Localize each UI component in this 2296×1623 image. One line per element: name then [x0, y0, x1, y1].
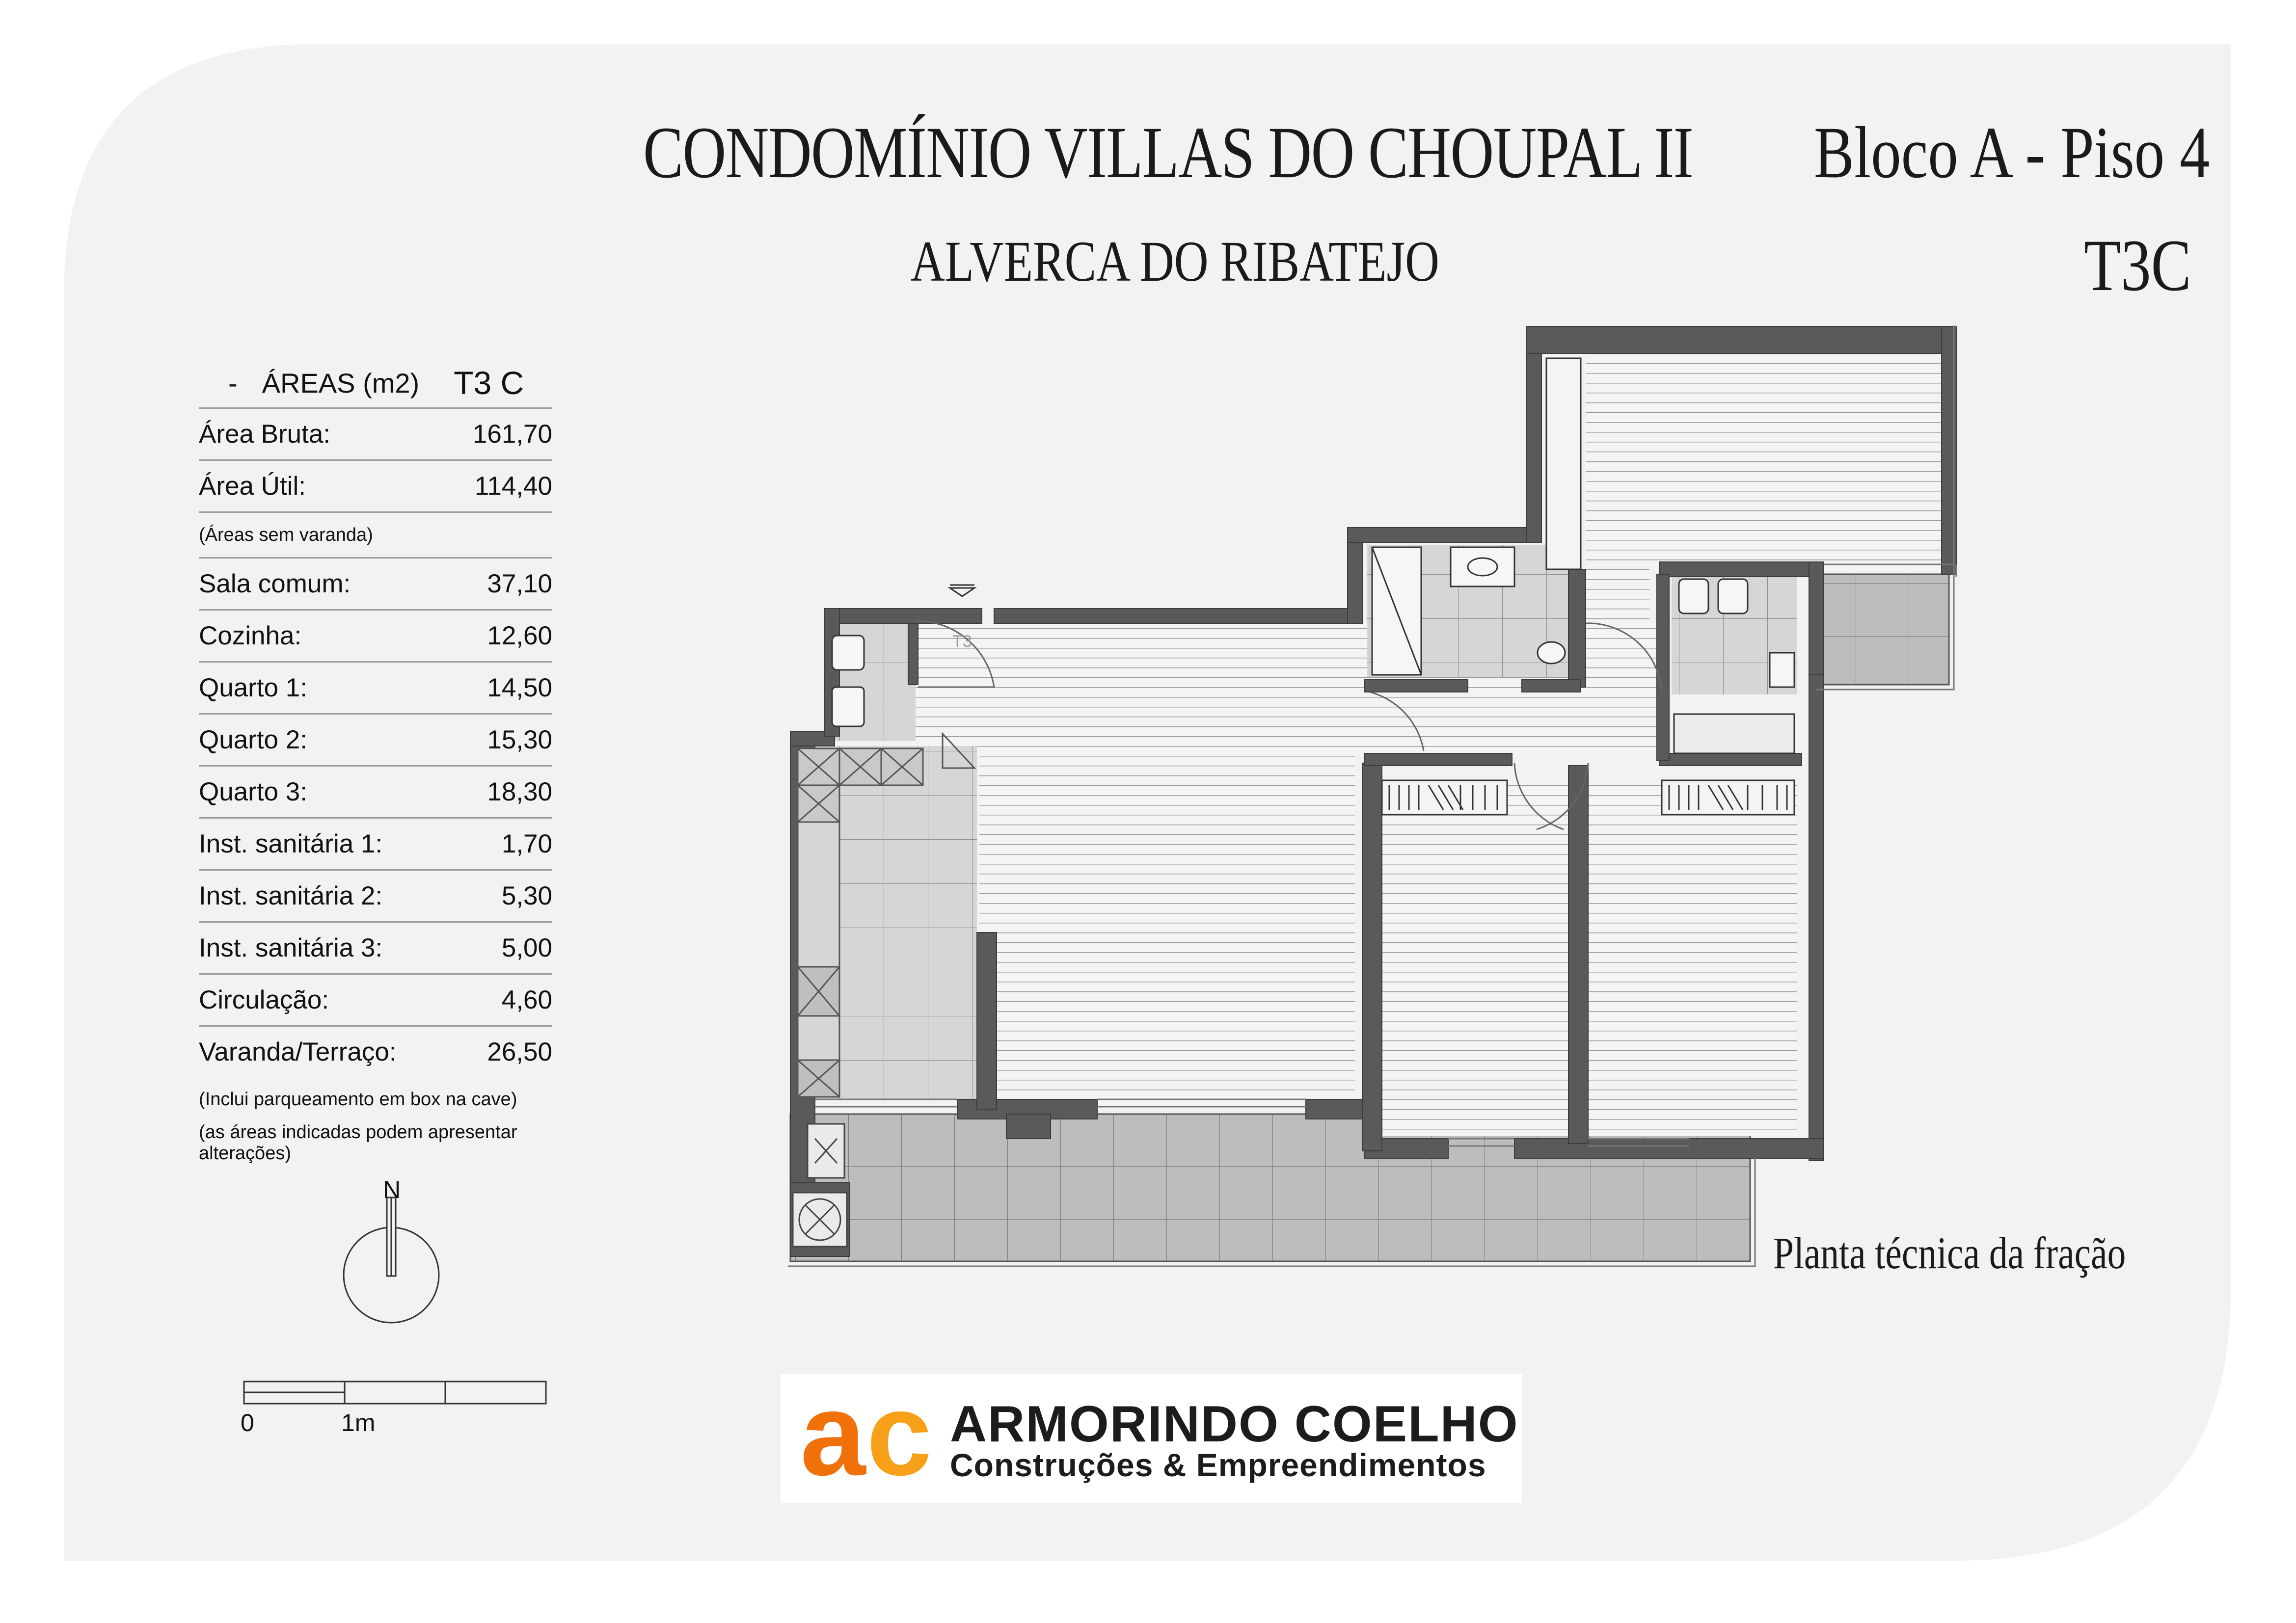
logo-monogram-c: c: [866, 1374, 932, 1500]
wall: [1809, 675, 1824, 1161]
area-value: 4,60: [501, 985, 552, 1014]
area-label: Inst. sanitária 2:: [199, 881, 383, 910]
area-value: 14,50: [487, 673, 552, 702]
wall: [1809, 562, 1824, 675]
wall: [1365, 680, 1468, 692]
wall: [1527, 326, 1541, 542]
wall: [1568, 569, 1586, 687]
page-subtitle: ALVERCA DO RIBATEJO: [911, 229, 1440, 293]
area-row: [199, 869, 552, 921]
area-label: Varanda/Terraço:: [199, 1038, 397, 1066]
area-row: [199, 609, 552, 661]
area-value: 37,10: [487, 569, 552, 598]
area-row: [199, 661, 552, 713]
page-title: CONDOMÍNIO VILLAS DO CHOUPAL II: [643, 112, 1693, 193]
area-row: [199, 765, 552, 817]
wall: [1659, 753, 1802, 766]
area-label: Área Bruta:: [199, 420, 331, 449]
bedroom-3-floor-lower: [1586, 569, 1649, 643]
area-row: [199, 1025, 552, 1077]
wall: [825, 609, 982, 623]
area-row: [199, 407, 552, 459]
area-value: 12,60: [487, 621, 552, 650]
plan-caption: Planta técnica da fração: [1773, 1228, 2126, 1278]
block-floor-label: Bloco A - Piso 4: [1814, 112, 2210, 193]
wall: [1348, 528, 1529, 542]
area-value: 26,50: [487, 1038, 552, 1066]
area-label: Quarto 1:: [199, 673, 307, 702]
area-value: 15,30: [487, 725, 552, 754]
area-row: [199, 557, 552, 609]
area-row: [199, 713, 552, 765]
area-value: 114,40: [474, 472, 552, 501]
area-label: Sala comum:: [199, 569, 351, 598]
area-value: 5,30: [501, 881, 552, 910]
scale-unit-label: 1m: [341, 1409, 376, 1437]
scale-zero-label: 0: [241, 1409, 254, 1437]
bedroom-2-floor: [1588, 783, 1797, 1136]
area-row: [199, 973, 552, 1025]
area-value: 1,70: [501, 829, 552, 858]
areas-dash: -: [228, 367, 238, 399]
wall: [1522, 680, 1581, 692]
wall: [908, 623, 918, 685]
area-label: Inst. sanitária 1:: [199, 829, 383, 858]
scale-bar: [244, 1382, 546, 1404]
area-label: Quarto 2:: [199, 725, 307, 754]
areas-summary-note: (Áreas sem varanda): [199, 511, 552, 557]
typology-label: T3C: [2084, 225, 2191, 306]
wall: [1362, 763, 1382, 1151]
wall: [1365, 753, 1512, 766]
logo-tagline: Construções & Empreendimentos: [950, 1447, 1486, 1483]
area-value: 5,00: [501, 933, 552, 962]
areas-note: (as áreas indicadas podem apresentar alterações): [199, 1122, 517, 1164]
wall: [1659, 562, 1824, 577]
area-row: [199, 921, 552, 973]
areas-heading: ÁREAS (m2): [262, 367, 420, 399]
area-row: [199, 459, 552, 511]
area-label: Cozinha:: [199, 621, 302, 650]
north-label: N: [383, 1176, 401, 1203]
area-label: Inst. sanitária 3:: [199, 933, 383, 962]
wall: [1657, 574, 1669, 761]
areas-table: [199, 358, 552, 1165]
area-label: Quarto 3:: [199, 777, 307, 806]
bedroom-1-floor: [1379, 783, 1576, 1136]
area-value: 18,30: [487, 777, 552, 806]
wall: [994, 609, 1357, 623]
area-label: Circulação:: [199, 985, 329, 1014]
logo-monogram-a: a: [800, 1374, 866, 1500]
wall: [977, 932, 997, 1109]
wall: [1568, 766, 1588, 1144]
entrance-label: T3: [952, 632, 972, 651]
wall: [1527, 326, 1954, 353]
areas-typology: T3 C: [454, 365, 524, 401]
area-row: [199, 817, 552, 869]
wall: [1514, 1139, 1824, 1158]
area-value: 161,70: [472, 420, 552, 449]
areas-table-header: [199, 358, 552, 407]
area-label: Área Útil:: [199, 472, 306, 501]
logo-company-name: ARMORINDO COELHO: [950, 1396, 1519, 1453]
wall: [1006, 1114, 1051, 1139]
bedroom-3-floor: [1586, 353, 1949, 569]
areas-note: (Inclui parqueamento em box na cave): [199, 1089, 517, 1110]
balcony-floor: [1816, 574, 1949, 685]
